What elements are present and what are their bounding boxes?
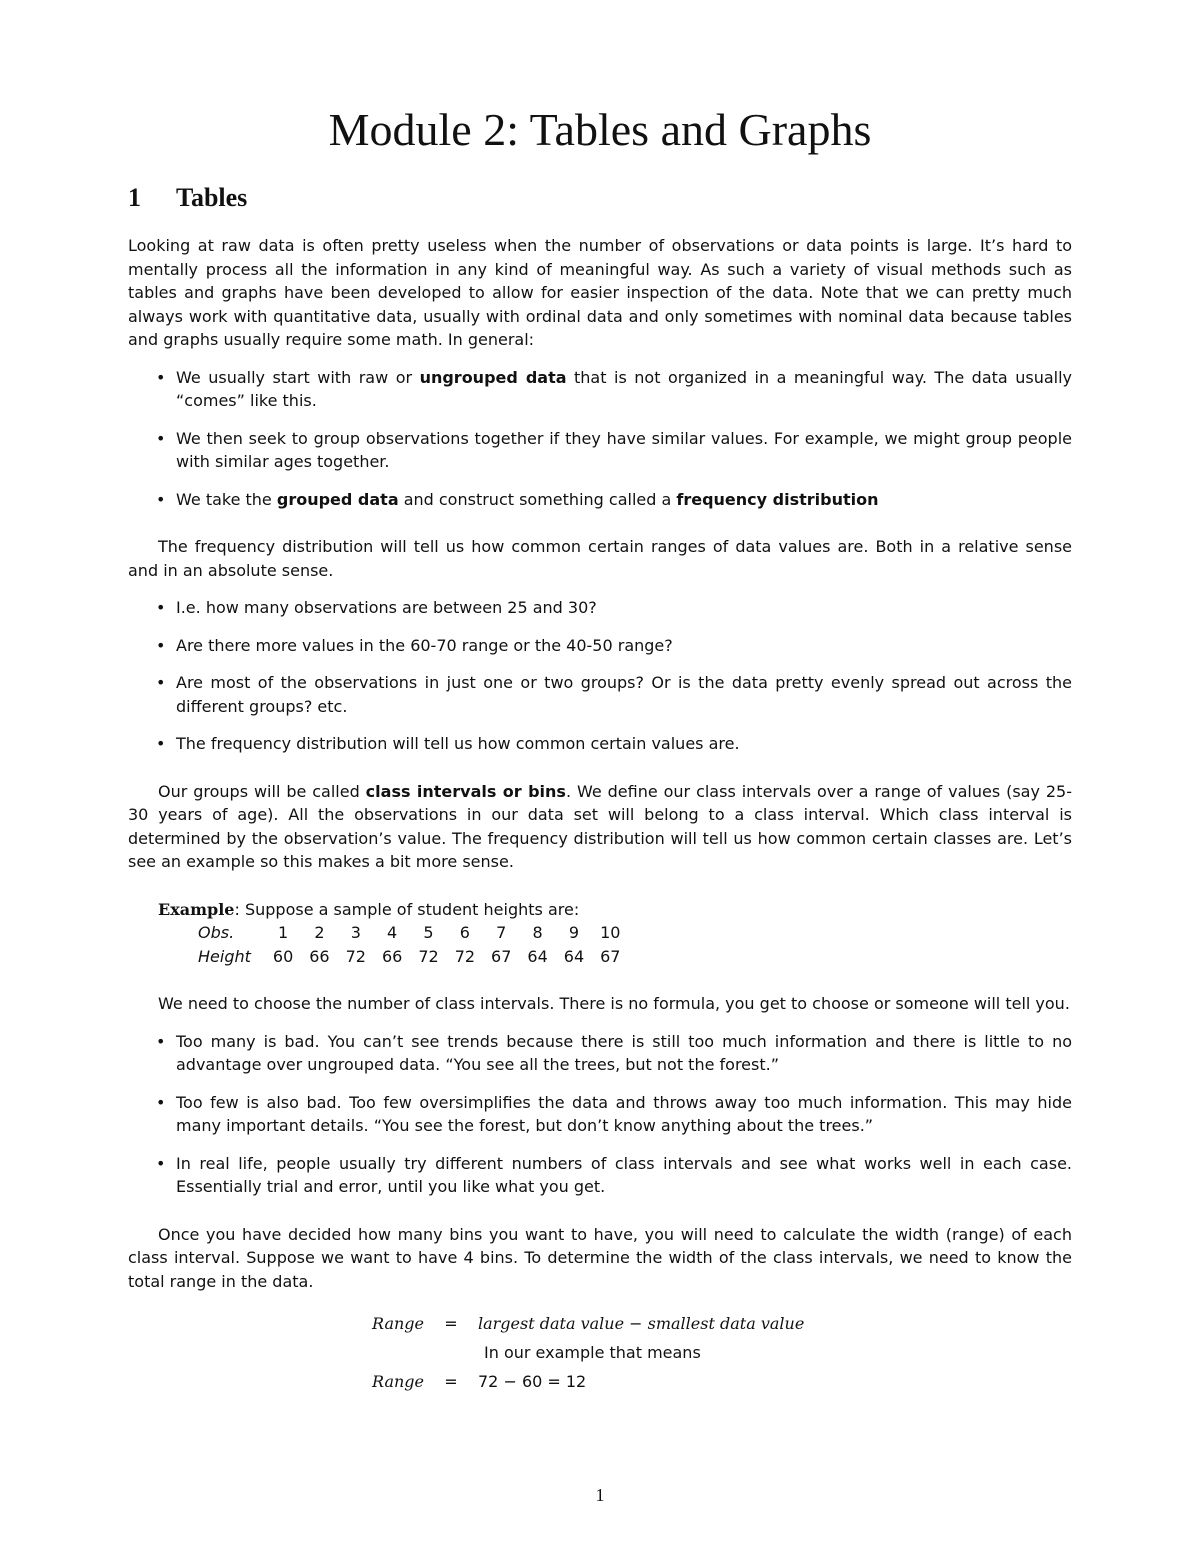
table-row: Height 60 66 72 66 72 72 67 64 64 67 [198,945,628,969]
list-item: • Too few is also bad. Too few oversimplifies the data and throws away too much information. This may hide many important details. “You see the forest, but don’t know anything about the trees.” [128,1091,1072,1138]
example-label: Example [158,899,235,919]
list-item: • The frequency distribution will tell us how common certain values are. [128,732,1072,756]
body-content [128,234,1072,1396]
keyword-ungrouped-data: ungrouped data [419,367,567,387]
section-heading [128,183,247,213]
list-item: • Are most of the observations in just one or two groups? Or is the data pretty evenly spread out across the different groups? etc. [128,671,1072,718]
list-item: • Too many is bad. You can’t see trends because there is still too much information and there is little to no advantage over ungrouped data. “You see all the trees, but not the forest.” [128,1030,1072,1077]
bullet-list-data-types [128,366,1072,512]
example-text: : Suppose a sample of student heights are: [234,899,580,919]
obs-label: Obs. [198,923,235,942]
list-item: • We usually start with raw or ungrouped data that is not organized in a meaningful way. The data usually “comes” like this. [128,366,1072,413]
equation-middle-text: In our example that means [484,1342,701,1362]
keyword-frequency-distribution: frequency distribution [676,489,879,509]
table-row: Obs. 1 2 3 4 5 6 7 8 9 10 [198,921,628,945]
equation-rhs: largest data value − smallest data value [478,1313,805,1333]
example-block [158,898,1072,969]
bins-paragraph: Once you have decided how many bins you want to have, you will need to calculate the width (range) of each class interval. Suppose we want to have 4 bins. To determine the width of the class intervals, we need to know the total range in the data. [128,1224,1072,1291]
list-item: • Are there more values in the 60-70 range or the 40-50 range? [128,634,1072,658]
equation-lhs: Range [372,1313,424,1333]
equation-lhs: Range [372,1371,424,1391]
class-intervals-paragraph: Our groups will be called class intervals or bins. We define our class intervals over a range of values (say 25-30 years of age). All the observations in our data set will belong to a class interval. Which class interval is determined by the observation’s value. The frequency distribution will tell us how common certain classes are. Let’s see an example so this makes a bit more sense. [128,781,1072,871]
heights-table [198,921,628,968]
keyword-grouped-data: grouped data [276,489,399,509]
equation-result: 72 − 60 = 12 [478,1371,587,1391]
page-title: Module 2: Tables and Graphs [328,104,872,155]
bullet-list-bin-count [128,1030,1072,1199]
equals-sign: = [444,1313,458,1333]
list-item: • I.e. how many observations are between 25 and 30? [128,596,1072,620]
list-item: • In real life, people usually try different numbers of class intervals and see what works well in each case. Essentially trial and error, until you like what you get. [128,1152,1072,1199]
equals-sign: = [444,1371,458,1391]
list-item: • We take the grouped data and construct something called a frequency distribution [128,488,1072,512]
intro-paragraph: Looking at raw data is often pretty useless when the number of observations or data points is large. It’s hard to mentally process all the information in any kind of meaningful way. As such a variety of visual methods such as tables and graphs have been developed to allow for easier inspection of the data. Note that we can pretty much always work with quantitative data, usually with ordinal data and only sometimes with nominal data because tables and graphs usually require some math. In general: [128,236,1072,349]
height-label: Height [198,946,251,966]
choose-paragraph: We need to choose the number of class intervals. There is no formula, you get to choose or someone will tell you. [158,994,1070,1013]
range-equation [128,1309,1072,1396]
frequency-paragraph: The frequency distribution will tell us how common certain ranges of data values are. Both in a relative sense and in an absolute sense. [128,537,1072,580]
keyword-class-intervals: class intervals or bins [365,781,566,801]
bullet-list-questions [128,596,1072,756]
section-title: Tables [176,183,248,212]
section-number: 1 [128,183,141,212]
page-number: 1 [595,1485,605,1505]
list-item: • We then seek to group observations together if they have similar values. For example, we might group people with similar ages together. [128,427,1072,474]
